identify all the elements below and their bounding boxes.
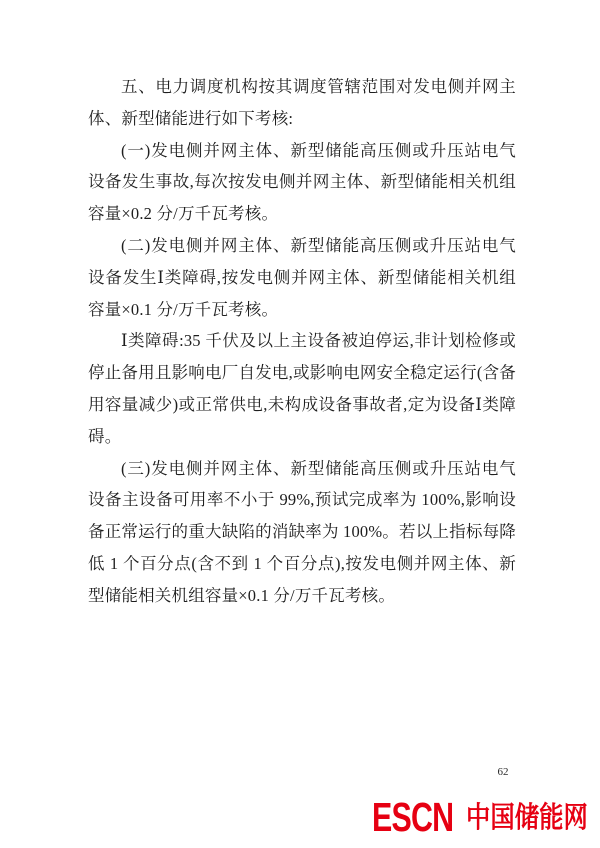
logo-text-chinese: 中国储能网: [466, 802, 588, 834]
paragraph: (二)发电侧并网主体、新型储能高压侧或升压站电气设备发生Ⅰ类障碍,按发电侧并网主体、新型储能相关机组容量×0.1 分/万千瓦考核。: [88, 235, 516, 319]
page-number: 62: [497, 766, 509, 778]
paragraph: 五、电力调度机构按其调度管辖范围对发电侧并网主体、新型储能进行如下考核:: [88, 77, 516, 128]
paragraph: Ⅰ类障碍:35 千伏及以上主设备被迫停运,非计划检修或停止备用且影响电厂自发电,或影响电网安全稳定运行(含备用容量减少)或正常供电,未构成设备事故者,定为设备Ⅰ类障碍。: [88, 331, 516, 446]
paragraph: (三)发电侧并网主体、新型储能高压侧或升压站电气设备主设备可用率不小于 99%,预试完成率为 100%,影响设备正常运行的重大缺陷的消缺率为 100%。若以上指标每降低 1 个百分点(含不到 1 个百分点),按发电侧并网主体、新型储能相关机组容量×0.1 分/万千瓦考核。: [88, 458, 516, 605]
document-body: [88, 71, 516, 612]
logo-text-escn: ESCN: [372, 794, 454, 840]
paragraph: (一)发电侧并网主体、新型储能高压侧或升压站电气设备发生事故,每次按发电侧并网主体、新型储能相关机组容量×0.2 分/万千瓦考核。: [88, 140, 516, 224]
escn-logo: [372, 794, 588, 840]
